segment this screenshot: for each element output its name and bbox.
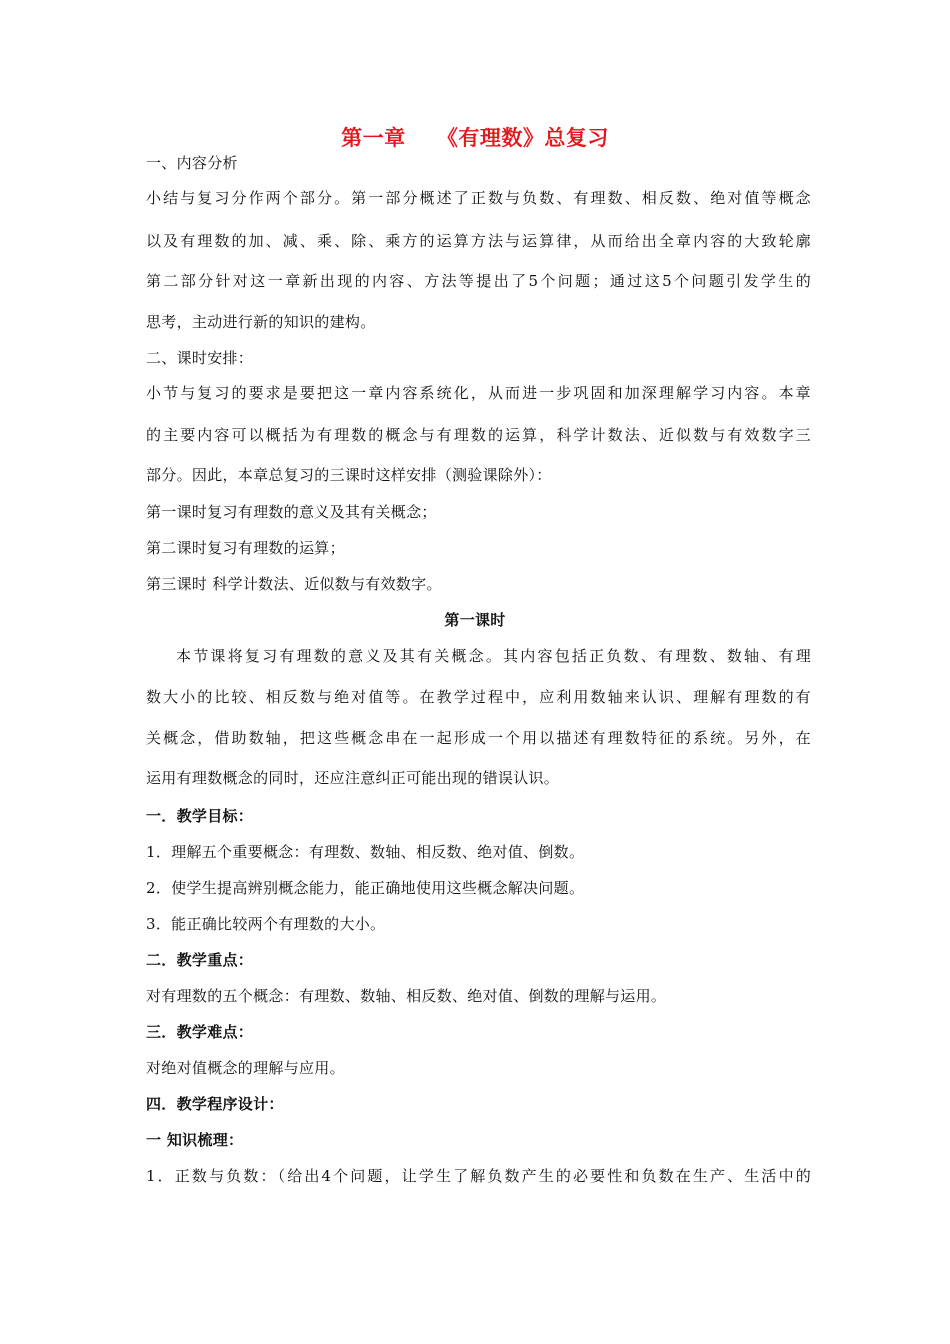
paragraph-line: 第二部分针对这一章新出现的内容、方法等提出了5个问题；通过这5个问题引发学生的 <box>146 272 811 290</box>
design-heading: 四．教学程序设计： <box>146 1095 284 1113</box>
paragraph-line: 小节与复习的要求是要把这一章内容系统化，从而进一步巩固和加深理解学习内容。本章 <box>146 384 811 402</box>
difficulty-heading: 三．教学难点： <box>146 1023 254 1041</box>
document-title: 第一章 《有理数》总复习 <box>341 125 609 150</box>
paragraph-line: 以及有理数的加、减、乘、除、乘方的运算方法与运算律，从而给出全章内容的大致轮廓 <box>146 232 811 250</box>
paragraph-line: 小结与复习分作两个部分。第一部分概述了正数与负数、有理数、相反数、绝对值等概念 <box>146 189 811 207</box>
schedule-item: 第一课时复习有理数的意义及其有关概念； <box>146 503 437 521</box>
paragraph-line: 本节课将复习有理数的意义及其有关概念。其内容包括正负数、有理数、数轴、有理 <box>176 647 811 665</box>
knowledge-item: 1．正数与负数：（给出4个问题，让学生了解负数产生的必要性和负数在生产、生活中的 <box>146 1167 811 1185</box>
section-heading-content-analysis: 一、内容分析 <box>146 154 238 172</box>
lesson-title: 第一课时 <box>444 611 506 629</box>
paragraph-line: 部分。因此，本章总复习的三课时这样安排（测验课除外）： <box>146 466 552 484</box>
schedule-item: 第三课时 科学计数法、近似数与有效数字。 <box>146 575 442 593</box>
paragraph-line: 思考，主动进行新的知识的建构。 <box>146 313 376 331</box>
goal-item: 1．理解五个重要概念：有理数、数轴、相反数、绝对值、倒数。 <box>146 843 585 861</box>
goals-heading: 一．教学目标： <box>146 807 254 825</box>
paragraph-line: 的主要内容可以概括为有理数的概念与有理数的运算，科学计数法、近似数与有效数字三 <box>146 426 811 444</box>
paragraph-line: 数大小的比较、相反数与绝对值等。在教学过程中，应利用数轴来认识、理解有理数的有 <box>146 688 811 706</box>
knowledge-sort-heading: 一 知识梳理： <box>146 1131 244 1149</box>
key-points-heading: 二．教学重点： <box>146 951 254 969</box>
schedule-item: 第二课时复习有理数的运算； <box>146 539 345 557</box>
goal-item: 2．使学生提高辨别概念能力，能正确地使用这些概念解决问题。 <box>146 879 585 897</box>
paragraph-line: 运用有理数概念的同时，还应注意纠正可能出现的错误认识。 <box>146 769 560 787</box>
section-heading-schedule: 二、课时安排： <box>146 349 254 367</box>
paragraph-line: 关概念，借助数轴，把这些概念串在一起形成一个用以描述有理数特征的系统。另外，在 <box>146 729 811 747</box>
goal-item: 3．能正确比较两个有理数的大小。 <box>146 915 386 933</box>
difficulty-text: 对绝对值概念的理解与应用。 <box>146 1059 345 1077</box>
key-points-text: 对有理数的五个概念：有理数、数轴、相反数、绝对值、倒数的理解与运用。 <box>146 987 667 1005</box>
